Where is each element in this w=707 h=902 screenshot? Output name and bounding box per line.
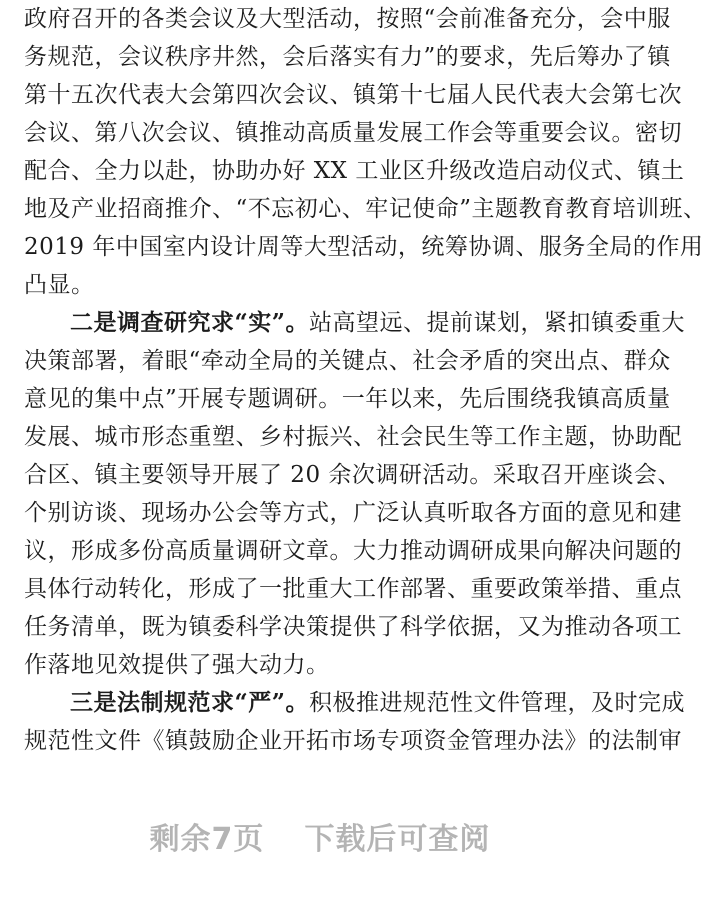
paragraph-line: 决策部署，着眼“牵动全局的关键点、社会矛盾的突出点、群众 [24,348,671,374]
paragraph-line: 具体行动转化，形成了一批重大工作部署、重要政策举措、重点 [24,576,682,602]
paragraph-line: 会议、第八次会议、镇推动高质量发展工作会等重要会议。密切 [24,120,682,146]
paragraph-line: 2019 年中国室内设计周等大型活动，统筹协调、服务全局的作用 [24,234,704,260]
download-notice[interactable] [0,815,640,865]
paragraph-line: 规范性文件《镇鼓励企业开拓市场专项资金管理办法》的法制审 [24,728,682,754]
paragraph-line: 作落地见效提供了强大动力。 [24,652,330,678]
paragraph-line: 配合、全力以赴，协助办好 XX 工业区升级改造启动仪式、镇土 [24,158,685,184]
paragraph-line: 务规范，会议秩序井然，会后落实有力”的要求，先后筹办了镇 [24,44,671,70]
paragraph-line: 发展、城市形态重塑、乡村振兴、社会民生等工作主题，协助配 [24,424,682,450]
paragraph-line: 议，形成多份高质量调研文章。大力推动调研成果向解决问题的 [24,538,682,564]
paragraph-line: 地及产业招商推介、“不忘初心、牢记使命”主题教育教育培训班、 [24,196,707,222]
paragraph-line: 凸显。 [24,272,95,298]
remaining-pages-label: 剩余7页 [149,822,265,857]
section-heading-rest: 积极推进规范性文件管理，及时完成 [308,690,685,716]
section-heading: 二是调查研究求“实”。 [70,309,309,336]
section-heading-line [70,684,685,722]
paragraph-line: 个别访谈、现场办公会等方式，广泛认真听取各方面的意见和建 [24,500,682,526]
paragraph-line: 第十五次代表大会第四次会议、镇第十七届人民代表大会第七次 [24,82,682,108]
section-heading-rest: 站高望远、提前谋划，紧扣镇委重大 [308,310,685,336]
paragraph-line: 政府召开的各类会议及大型活动，按照“会前准备充分，会中服 [24,6,671,32]
section-heading-line [70,304,685,342]
paragraph-line: 任务清单，既为镇委科学决策提供了科学依据，又为推动各项工 [24,614,682,640]
paragraph-line: 意见的集中点”开展专题调研。一年以来，先后围绕我镇高质量 [24,386,671,412]
paragraph-line: 合区、镇主要领导开展了 20 余次调研活动。采取召开座谈会、 [24,462,681,488]
section-heading: 三是法制规范求“严”。 [70,689,309,716]
download-hint-label: 下载后可查阅 [304,822,491,857]
